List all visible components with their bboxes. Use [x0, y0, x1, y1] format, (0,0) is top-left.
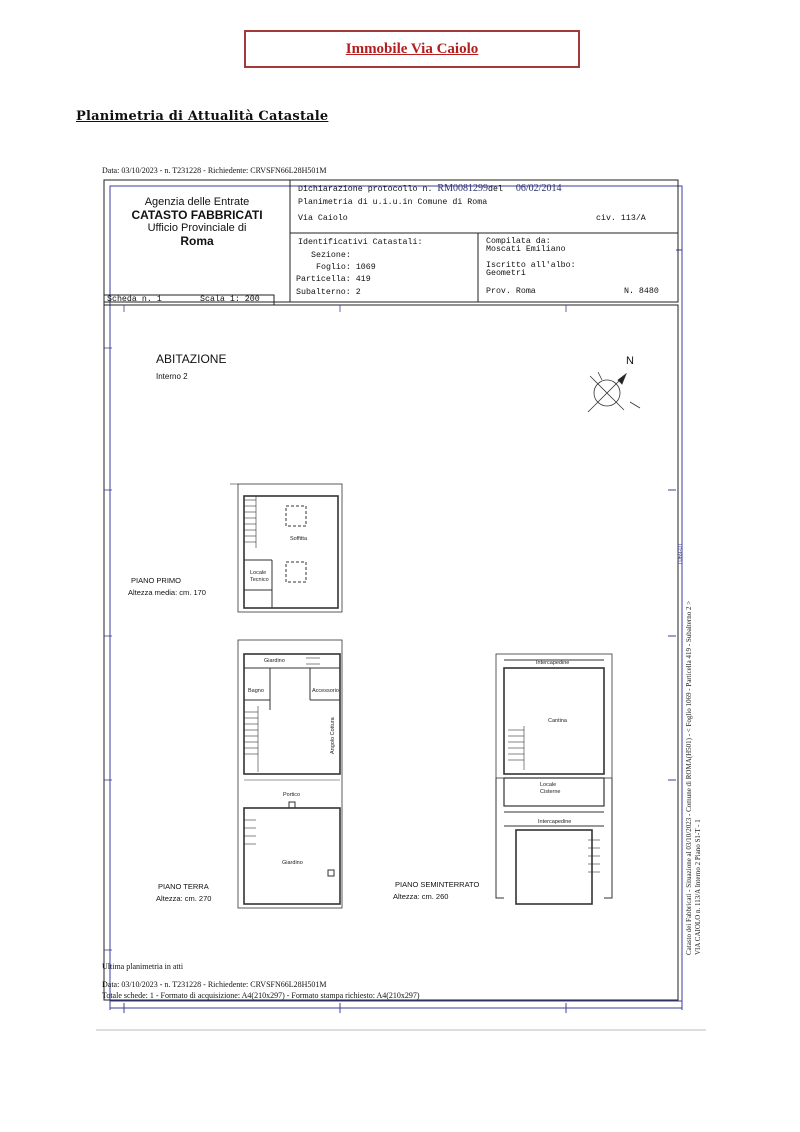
declaration-label: Dichiarazione protocollo n.: [298, 185, 433, 194]
north-compass-icon: [588, 372, 640, 412]
iscritto-label: Iscritto all'albo:: [486, 261, 576, 270]
label-locale-tecnico-2: Tecnico: [250, 577, 269, 583]
label-locale-cisterne-2: Cisterne: [540, 789, 561, 795]
plan-piano-seminterrato: [496, 654, 612, 904]
registration-number: N. 8480: [624, 287, 659, 296]
north-label: N: [626, 355, 634, 367]
label-intercapedine-bottom: Intercapedine: [538, 819, 572, 825]
label-intercapedine-top: Intercapedine: [536, 660, 570, 666]
document-title: Immobile Via Caiolo: [345, 40, 479, 57]
compilata-name: Moscati Emiliano: [486, 245, 566, 254]
piano-primo-height: Altezza media: cm. 170: [128, 588, 206, 597]
side-text-line1: Catasto dei Fabbricati - Situazione al 03/10/2023 - Comune di ROMA(H501) - < Foglio 1069 - Particella 419 - Subalterno 2 >: [685, 600, 693, 955]
piano-seminterrato-label: PIANO SEMINTERRATO: [395, 880, 480, 889]
piano-seminterrato-height: Altezza: cm. 260: [393, 892, 449, 901]
label-cantina: Cantina: [548, 718, 567, 724]
section-title: Planimetria di Attualità Catastale: [76, 109, 329, 124]
agency-line3: Ufficio Provinciale di: [147, 222, 247, 234]
label-angolo-cottura: Angolo Cottura: [330, 717, 336, 754]
plan-piano-primo: [230, 484, 342, 612]
side-text-line2: VIA CAIOLO n. 113/A Interno 2 Piano S1-T - 1: [694, 819, 702, 955]
province: Prov. Roma: [486, 287, 536, 296]
label-giardino: Giardino: [282, 860, 303, 866]
declaration-date: 06/02/2014: [515, 183, 562, 194]
scala: Scala 1: 200: [200, 295, 260, 304]
label-giardino-top: Giardino: [264, 658, 285, 664]
declaration-line: [298, 183, 561, 194]
bottom-request-line: Data: 03/10/2023 - n. T231228 - Richiedente: CRVSFN66L28H501M: [102, 980, 327, 989]
bottom-format-line: Totale schede: 1 - Formato di acquisizione: A4(210x297) - Formato stampa richiesto: A4(210x297): [102, 991, 420, 1000]
label-bagno: Bagno: [248, 688, 264, 694]
piano-primo-label: PIANO PRIMO: [131, 576, 182, 585]
ident-sezione: Sezione:: [311, 251, 351, 260]
iscritto-value: Geometri: [486, 269, 526, 278]
label-portico: Portico: [283, 792, 301, 798]
agency-line1: Agenzia delle Entrate: [144, 196, 250, 208]
agency-line4: Roma: [180, 234, 214, 248]
label-locale-tecnico-1: Locale: [250, 570, 267, 576]
abitazione-label: ABITAZIONE: [156, 352, 227, 366]
civic-number: civ. 113/A: [596, 214, 646, 223]
label-accessorio: Accessorio: [312, 688, 339, 694]
declaration-number: RM0081299: [437, 183, 488, 194]
top-request-line: Data: 03/10/2023 - n. T231228 - Richiedente: CRVSFN66L28H501M: [102, 166, 327, 175]
piano-terra-label: PIANO TERRA: [158, 882, 209, 891]
ident-title: Identificativi Catastali:: [298, 238, 423, 247]
declaration-del: del: [487, 185, 503, 194]
compilata-label: Compilata da:: [486, 237, 551, 246]
ident-particella: Particella: 419: [296, 275, 371, 284]
ultima-planimetria: Ultima planimetria in atti: [102, 962, 184, 971]
ident-subalterno: Subalterno: 2: [296, 288, 361, 297]
planimetria-line: Planimetria di u.i.u.in Comune di Roma: [298, 198, 488, 207]
label-locale-cisterne-1: Locale: [540, 782, 557, 788]
agency-line2: CATASTO FABBRICATI: [131, 208, 263, 222]
label-soffitta: Soffitta: [290, 536, 308, 542]
address: Via Caiolo: [298, 214, 348, 223]
piano-terra-height: Altezza: cm. 270: [156, 894, 212, 903]
side-stamp: 1069-01: [678, 542, 684, 565]
ident-foglio: Foglio: 1069: [316, 263, 376, 272]
scheda: Scheda n. 1: [107, 295, 162, 304]
plan-piano-terra: [238, 640, 342, 908]
agency-block: [104, 196, 290, 248]
interno-label: Interno 2: [156, 372, 188, 381]
